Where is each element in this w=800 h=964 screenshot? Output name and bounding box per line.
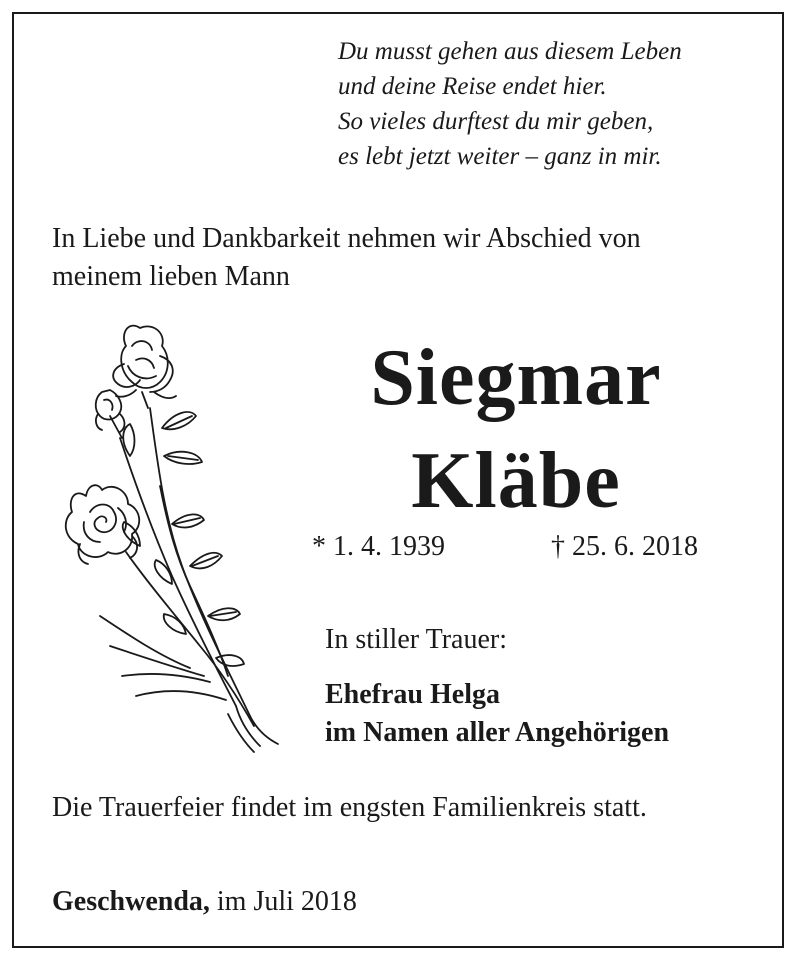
poem-line: So vieles durftest du mir geben, [338, 108, 654, 135]
deceased-last-name: Kläbe [411, 437, 621, 525]
place-date [52, 886, 357, 918]
funeral-note: Die Trauerfeier findet im engsten Familienkreis statt. [52, 792, 647, 823]
death-date: † 25. 6. 2018 [551, 531, 698, 562]
poem-line: es lebt jetzt weiter – ganz in mir. [338, 143, 662, 170]
poem-line: Du musst gehen aus diesem Leben [338, 38, 682, 65]
notice-date: im Juli 2018 [216, 886, 357, 917]
mourner-line: Ehefrau Helga [325, 679, 500, 710]
place-name: Geschwenda, [52, 886, 210, 917]
mourning-heading: In stiller Trauer: [325, 624, 507, 655]
birth-date: * 1. 4. 1939 [312, 531, 445, 562]
mourner-line: im Namen aller Angehörigen [325, 717, 670, 748]
deceased-first-name: Siegmar [370, 334, 662, 422]
poem-line: und deine Reise endet hier. [338, 73, 607, 100]
intro-line: In Liebe und Dankbarkeit nehmen wir Abschied von [52, 223, 641, 254]
rose-drawing-icon [40, 316, 300, 756]
intro-text [52, 220, 752, 296]
mourners-list [325, 676, 669, 752]
intro-line: meinem lieben Mann [52, 261, 290, 292]
poem [338, 34, 682, 174]
